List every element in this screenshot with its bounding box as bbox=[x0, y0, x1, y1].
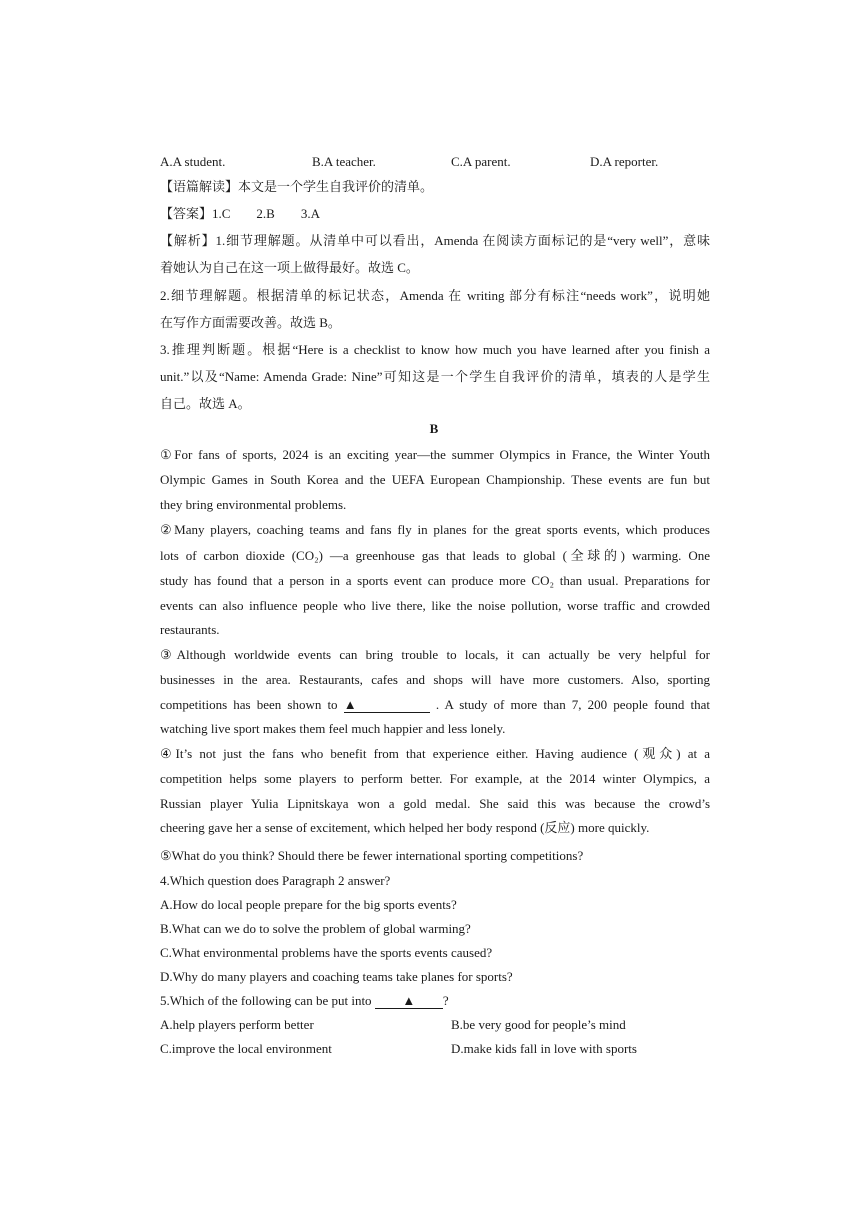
paragraph-4-line: ④It’s not just the fans who benefit from that experience either. Having audience (观众) at a bbox=[160, 746, 710, 761]
question-4-option-a: A.How do local people prepare for the big sports events? bbox=[160, 897, 457, 912]
paragraph-1-line: ①For fans of sports, 2024 is an exciting year—the summer Olympics in France, the Winter Youth bbox=[160, 447, 710, 462]
paragraph-2-line: restaurants. bbox=[160, 622, 220, 637]
question-5 bbox=[160, 993, 710, 1009]
interpretation: 【语篇解读】本文是一个学生自我评价的清单。 bbox=[160, 179, 434, 194]
analysis-2-line: 在写作方面需要改善。故选 B。 bbox=[160, 315, 341, 330]
answer-blank: ▲ bbox=[344, 698, 430, 713]
paragraph-4-line: cheering gave her a sense of excitement, which helped her body respond (反应) more quickly. bbox=[160, 820, 650, 835]
paragraph-3-text: . A study of more than 7, 200 people found that bbox=[435, 697, 711, 712]
paragraph-5: ⑤What do you think? Should there be fewer international sporting competitions? bbox=[160, 848, 584, 863]
paragraph-2-line: events can also influence people who live there, like the noise pollution, worse traffic and crowded bbox=[160, 598, 710, 613]
answer-blank: ▲ bbox=[375, 994, 443, 1009]
paragraph-2-line: study has found that a person in a sports event can produce more CO₂ than usual. Preparations for bbox=[160, 573, 710, 588]
question-5-option-d: D.make kids fall in love with sports bbox=[451, 1041, 637, 1056]
paragraph-1-line: Olympic Games in South Korea and the UEFA European Championship. These events are fun but bbox=[160, 472, 710, 487]
answer-key: 【答案】1.C 2.B 3.A bbox=[160, 206, 320, 221]
paragraph-3-line: ③Although worldwide events can bring trouble to locals, it can actually be very helpful for bbox=[160, 647, 710, 662]
question-5-text: 5.Which of the following can be put into bbox=[160, 993, 372, 1008]
analysis-2-line: 2.细节理解题。根据清单的标记状态，Amenda 在 writing 部分有标注“needs work”，说明她 bbox=[160, 288, 710, 303]
analysis-1-line: 着她认为自己在这一项上做得最好。故选 C。 bbox=[160, 260, 419, 275]
paragraph-3-line: businesses in the area. Restaurants, cafes and shops will have more customers. Also, sporting bbox=[160, 672, 710, 687]
paragraph-2-line: lots of carbon dioxide (CO₂) —a greenhouse gas that leads to global (全球的) warming. One bbox=[160, 548, 710, 563]
option-b-q3: B.A teacher. bbox=[312, 154, 376, 169]
section-heading: B bbox=[429, 421, 439, 436]
option-a-q3: A.A student. bbox=[160, 154, 226, 169]
analysis-3-line: unit.”以及“Name: Amenda Grade: Nine”可知这是一个学生自我评价的清单，填表的人是学生 bbox=[160, 369, 710, 384]
option-d-q3: D.A reporter. bbox=[590, 154, 659, 169]
question-5-option-b: B.be very good for people’s mind bbox=[451, 1017, 626, 1032]
paragraph-4-line: competition helps some players to perform better. For example, at the 2014 winter Olympics, a bbox=[160, 771, 710, 786]
paragraph-3-line bbox=[160, 697, 710, 713]
analysis-3-line: 3.推理判断题。根据“Here is a checklist to know how much you have learned after you finish a bbox=[160, 342, 710, 357]
paragraph-3-text: competitions has been shown to bbox=[160, 697, 338, 712]
question-5-option-a: A.help players perform better bbox=[160, 1017, 314, 1032]
question-4-option-b: B.What can we do to solve the problem of global warming? bbox=[160, 921, 471, 936]
question-5-end: ? bbox=[442, 993, 449, 1008]
paragraph-4-line: Russian player Yulia Lipnitskaya won a gold medal. She said this was because the crowd’s bbox=[160, 796, 710, 811]
option-c-q3: C.A parent. bbox=[451, 154, 511, 169]
question-4-option-d: D.Why do many players and coaching teams take planes for sports? bbox=[160, 969, 513, 984]
paragraph-2-line: ②Many players, coaching teams and fans fly in planes for the great sports events, which produces bbox=[160, 522, 710, 537]
analysis-3-line: 自己。故选 A。 bbox=[160, 396, 251, 411]
paragraph-3-line: watching live sport makes them feel much happier and less lonely. bbox=[160, 721, 506, 736]
analysis-1-line: 【解析】1.细节理解题。从清单中可以看出，Amenda 在阅读方面标记的是“very well”，意味 bbox=[160, 233, 710, 248]
paragraph-1-line: they bring environmental problems. bbox=[160, 497, 347, 512]
question-5-option-c: C.improve the local environment bbox=[160, 1041, 332, 1056]
question-4: 4.Which question does Paragraph 2 answer? bbox=[160, 873, 391, 888]
question-4-option-c: C.What environmental problems have the sports events caused? bbox=[160, 945, 493, 960]
